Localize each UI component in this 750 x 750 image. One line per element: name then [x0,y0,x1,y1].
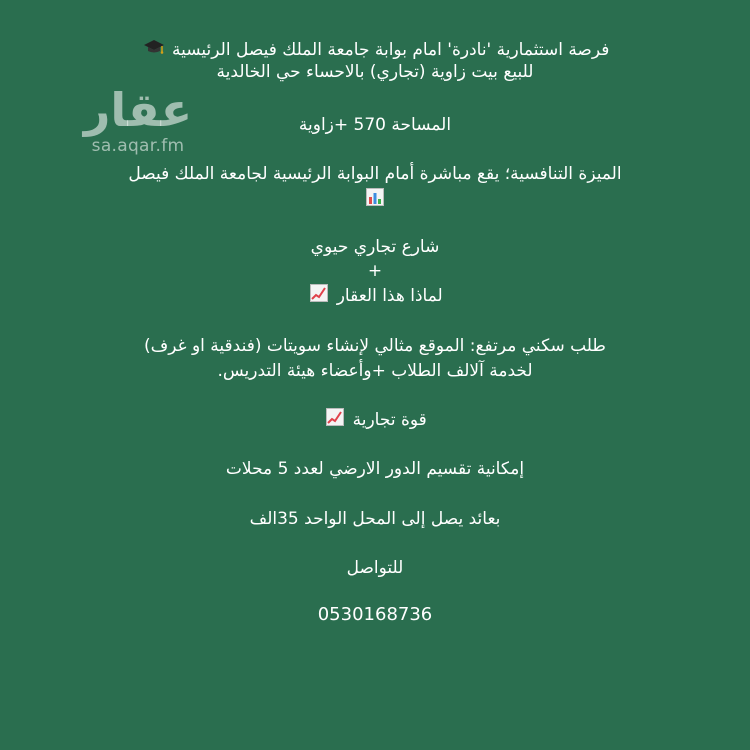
aqar-logo: عقار [83,83,193,137]
bar-chart-icon [366,188,384,212]
post-line-12: إمكانية تقسيم الدور الارضي لعدد 5 محلات [225,459,525,479]
post-line-10: لخدمة آلالف الطلاب +وأعضاء هيئة التدريس. [217,361,533,381]
post-line-9: طلب سكني مرتفع: الموقع مثالي لإنشاء سويتات (فندقية او غرف) [144,336,606,356]
post-line-6: شارع تجاري حيوي [310,237,440,257]
chart-increasing-icon [326,408,344,432]
post-line-7: + [367,261,383,281]
post-line-3: المساحة 570 +زاوية [298,115,452,135]
post-line-5 [20,188,730,212]
post-line-8 [20,284,730,308]
post-line-4: الميزة التنافسية؛ يقع مباشرة أمام البوابة الرئيسية لجامعة الملك فيصل [128,164,622,184]
why-property-text: لماذا هذا العقار [336,286,443,306]
headline-text: فرصة استثمارية 'نادرة' امام بوابة جامعة الملك فيصل الرئيسية [172,40,610,60]
post-line-14: للتواصل [346,558,404,578]
aqar-url: sa.aqar.fm [91,136,185,156]
post-line-2: للبيع بيت زاوية (تجاري) بالاحساء حي الخالدية [216,62,534,82]
post-line-13: بعائد يصل إلى المحل الواحد 35الف [249,509,501,529]
post-line-1 [20,38,730,62]
commercial-strength-text: قوة تجارية [352,410,427,430]
chart-increasing-icon [310,284,328,308]
post-line-11 [20,408,730,432]
phone-number: 0530168736 [317,604,433,625]
graduation-cap-icon [144,38,164,62]
